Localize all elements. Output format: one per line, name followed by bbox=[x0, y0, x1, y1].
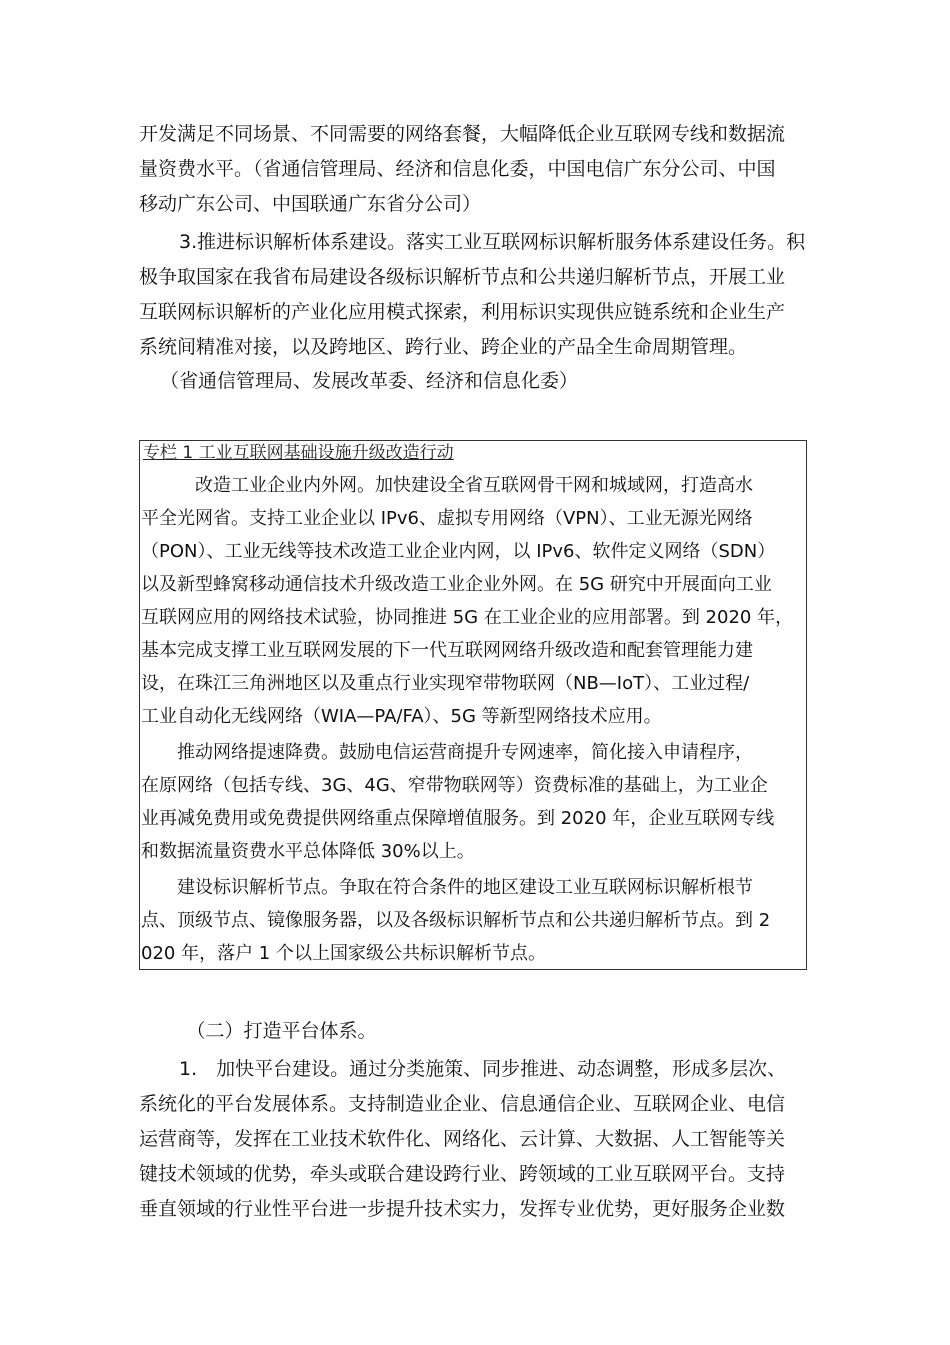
box-line: 业再减免费用或免费提供网络重点保障增值服务。到 2020 年，企业互联网专线 bbox=[141, 808, 775, 829]
paragraph-line: 运营商等，发挥在工业技术软件化、网络化、云计算、大数据、人工智能等关 bbox=[139, 1128, 786, 1150]
box-line: 在原网络（包括专线、3G、4G、窄带物联网等）资费标准的基础上，为工业企 bbox=[141, 775, 768, 796]
paragraph-line: 键技术领域的优势，牵头或联合建设跨行业、跨领域的工业互联网平台。支持 bbox=[139, 1163, 786, 1185]
box-line: 基本完成支撑工业互联网发展的下一代互联网网络升级改造和配套管理能力建 bbox=[141, 640, 753, 661]
paragraph-line: 互联网标识解析的产业化应用模式探索，利用标识实现供应链系统和企业生产 bbox=[139, 301, 786, 323]
box-line: 推动网络提速降费。鼓励电信运营商提升专网速率，简化接入申请程序， bbox=[141, 742, 753, 763]
box-line: 设，在珠江三角洲地区以及重点行业实现窄带物联网（NB—IoT）、工业过程/ bbox=[141, 673, 750, 694]
box-line: 点、顶级节点、镜像服务器，以及各级标识解析节点和公共递归解析节点。到 2 bbox=[141, 910, 771, 931]
paragraph-line: 垂直领域的行业性平台进一步提升技术实力，发挥专业优势，更好服务企业数 bbox=[139, 1198, 786, 1220]
paragraph-line: 系统化的平台发展体系。支持制造业企业、信息通信企业、互联网企业、电信 bbox=[139, 1093, 786, 1115]
paragraph-line: 3.推进标识解析体系建设。落实工业互联网标识解析服务体系建设任务。积 bbox=[160, 231, 806, 253]
paragraph-line: 极争取国家在我省布局建设各级标识解析节点和公共递归解析节点，开展工业 bbox=[139, 266, 786, 288]
paragraph-line: （省通信管理局、发展改革委、经济和信息化委） bbox=[160, 370, 579, 392]
box-line: （PON）、工业无线等技术改造工业企业内网，以 IPv6、软件定义网络（SDN） bbox=[141, 541, 776, 562]
paragraph-line: 开发满足不同场景、不同需要的网络套餐，大幅降低企业互联网专线和数据流 bbox=[139, 123, 786, 145]
box-line: 以及新型蜂窝移动通信技术升级改造工业企业外网。在 5G 研究中开展面向工业 bbox=[141, 574, 772, 595]
paragraph-line: 移动广东公司、中国联通广东省分公司） bbox=[139, 193, 482, 215]
box-line: 020 年，落户 1 个以上国家级公共标识解析节点。 bbox=[141, 943, 546, 964]
box-line: 和数据流量资费水平总体降低 30%以上。 bbox=[141, 841, 475, 862]
paragraph-line: 1. 加快平台建设。通过分类施策、同步推进、动态调整，形成多层次、 bbox=[160, 1058, 787, 1080]
box-line: 平全光网省。支持工业企业以 IPv6、虚拟专用网络（VPN）、工业无源光网络 bbox=[141, 508, 753, 529]
box-line: 改造工业企业内外网。加快建设全省互联网骨干网和城域网，打造高水 bbox=[141, 475, 753, 496]
paragraph-line: 量资费水平。（省通信管理局、经济和信息化委，中国电信广东分公司、中国 bbox=[139, 158, 776, 180]
box-line: 互联网应用的网络技术试验，协同推进 5G 在工业企业的应用部署。到 2020 年， bbox=[141, 607, 794, 628]
section-heading: （二）打造平台体系。 bbox=[139, 1020, 377, 1042]
box-line: 建设标识解析节点。争取在符合条件的地区建设工业互联网标识解析根节 bbox=[141, 877, 753, 898]
paragraph-line: 系统间精准对接，以及跨地区、跨行业、跨企业的产品全生命周期管理。 bbox=[139, 336, 748, 358]
box-line: 工业自动化无线网络（WIA—PA/FA）、5G 等新型网络技术应用。 bbox=[141, 706, 662, 727]
column-box-title: 专栏 1 工业互联网基础设施升级改造行动 bbox=[143, 443, 454, 463]
